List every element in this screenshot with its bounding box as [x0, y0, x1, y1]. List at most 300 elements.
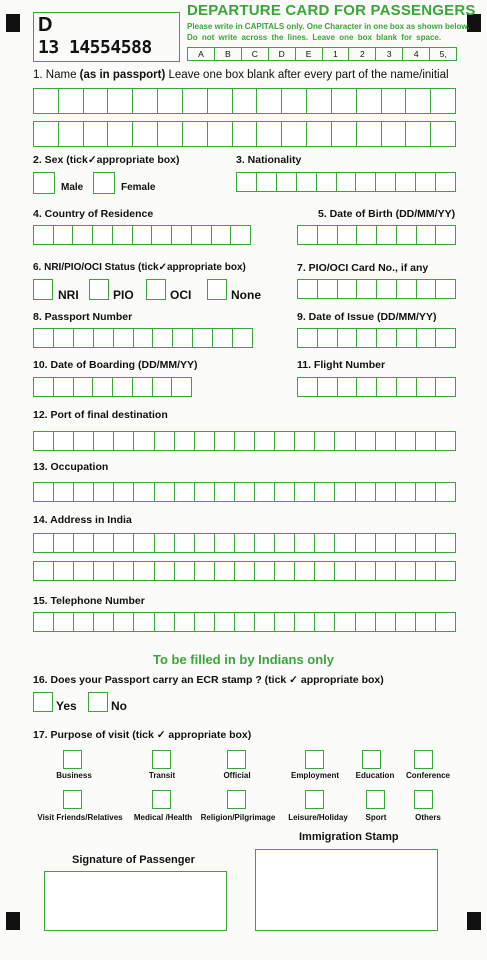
character-box[interactable]	[357, 88, 382, 114]
character-box[interactable]	[155, 533, 175, 553]
name-boxes-line-1[interactable]	[33, 88, 456, 114]
character-box[interactable]	[295, 612, 315, 632]
purpose-visit-friends-checkbox[interactable]	[63, 790, 82, 809]
sample-char: B	[215, 47, 242, 61]
character-box[interactable]	[59, 121, 84, 147]
signature-box[interactable]	[44, 871, 227, 931]
character-box[interactable]	[93, 377, 113, 397]
purpose-leisure-label: Leisure/Holiday	[288, 813, 348, 822]
character-box[interactable]	[436, 533, 456, 553]
none-checkbox[interactable]	[207, 279, 227, 300]
character-box[interactable]	[282, 121, 307, 147]
character-box[interactable]	[338, 279, 358, 299]
name-boxes-line-2[interactable]	[33, 121, 456, 147]
character-box[interactable]	[54, 431, 74, 451]
character-box[interactable]	[193, 328, 213, 348]
character-box[interactable]	[54, 533, 74, 553]
none-label: None	[231, 288, 261, 302]
character-box[interactable]	[357, 121, 382, 147]
character-box[interactable]	[416, 561, 436, 581]
character-box[interactable]	[335, 533, 355, 553]
immigration-stamp-box	[255, 849, 438, 931]
character-box[interactable]	[436, 172, 456, 192]
character-box[interactable]	[74, 377, 94, 397]
character-box[interactable]	[376, 533, 396, 553]
character-box[interactable]	[33, 431, 54, 451]
character-box[interactable]	[318, 225, 338, 245]
character-box[interactable]	[416, 612, 436, 632]
character-box[interactable]	[195, 612, 215, 632]
character-box[interactable]	[436, 279, 456, 299]
character-box[interactable]	[134, 533, 154, 553]
serial-number: 13 14554588	[38, 37, 152, 58]
character-box[interactable]	[74, 328, 94, 348]
character-box[interactable]	[376, 172, 396, 192]
character-box[interactable]	[318, 328, 338, 348]
registration-mark-bottom-right	[467, 912, 481, 930]
character-box[interactable]	[338, 225, 358, 245]
character-box[interactable]	[215, 482, 235, 502]
character-box[interactable]	[114, 328, 134, 348]
address-boxes-line-2[interactable]	[33, 561, 456, 581]
character-box[interactable]	[396, 561, 416, 581]
character-box[interactable]	[307, 121, 332, 147]
character-box[interactable]	[416, 172, 436, 192]
character-box[interactable]	[153, 377, 173, 397]
purpose-education-checkbox[interactable]	[362, 750, 381, 769]
purpose-sport-checkbox[interactable]	[366, 790, 385, 809]
character-box[interactable]	[255, 482, 275, 502]
character-box[interactable]	[416, 431, 436, 451]
sample-char: 1	[323, 47, 350, 61]
character-box[interactable]	[152, 225, 172, 245]
character-box[interactable]	[315, 482, 335, 502]
character-box[interactable]	[134, 328, 154, 348]
character-box[interactable]	[417, 225, 437, 245]
character-box[interactable]	[192, 225, 212, 245]
character-box[interactable]	[382, 121, 407, 147]
character-box[interactable]	[406, 121, 431, 147]
address-boxes-line-1[interactable]	[33, 533, 456, 553]
signature-label: Signature of Passenger	[72, 854, 195, 866]
character-box[interactable]	[436, 225, 456, 245]
sample-char: 2	[349, 47, 376, 61]
date-of-issue-label: 9. Date of Issue (DD/MM/YY)	[297, 311, 437, 323]
country-of-residence-label: 4. Country of Residence	[33, 208, 154, 220]
character-box[interactable]	[397, 225, 417, 245]
character-box[interactable]	[33, 377, 54, 397]
purpose-religion-label: Religion/Pilgrimage	[200, 813, 276, 822]
ecr-no-checkbox[interactable]	[88, 692, 108, 712]
character-box[interactable]	[397, 377, 417, 397]
character-box[interactable]	[431, 88, 456, 114]
character-box[interactable]	[114, 431, 134, 451]
date-of-boarding-boxes[interactable]	[33, 377, 192, 397]
sample-char: D	[269, 47, 296, 61]
character-box[interactable]	[133, 225, 153, 245]
character-box[interactable]	[377, 225, 397, 245]
character-box[interactable]	[94, 533, 114, 553]
immigration-stamp-label: Immigration Stamp	[299, 831, 399, 843]
character-box[interactable]	[175, 482, 195, 502]
purpose-medical-label: Medical /Health	[133, 813, 193, 822]
character-box[interactable]	[255, 533, 275, 553]
character-box[interactable]	[235, 533, 255, 553]
character-box[interactable]	[114, 612, 134, 632]
character-box[interactable]	[436, 377, 456, 397]
character-box[interactable]	[54, 561, 74, 581]
purpose-question: 17. Purpose of visit (tick ✓ appropriate box)	[33, 729, 252, 741]
character-box[interactable]	[275, 612, 295, 632]
oci-checkbox[interactable]	[146, 279, 166, 300]
character-box[interactable]	[295, 561, 315, 581]
character-box[interactable]	[195, 533, 215, 553]
character-box[interactable]	[235, 431, 255, 451]
character-box[interactable]	[134, 431, 154, 451]
date-of-birth-label: 5. Date of Birth (DD/MM/YY)	[318, 208, 456, 220]
address-label: 14. Address in India	[33, 514, 132, 526]
character-box[interactable]	[114, 482, 134, 502]
character-box[interactable]	[417, 328, 437, 348]
character-box[interactable]	[315, 561, 335, 581]
character-box[interactable]	[436, 482, 456, 502]
character-box[interactable]	[172, 377, 192, 397]
character-box[interactable]	[94, 431, 114, 451]
character-box[interactable]	[376, 561, 396, 581]
sample-char: C	[242, 47, 269, 61]
character-box[interactable]	[54, 328, 74, 348]
character-box[interactable]	[134, 612, 154, 632]
character-box[interactable]	[335, 612, 355, 632]
character-box[interactable]	[84, 121, 109, 147]
character-box[interactable]	[74, 561, 94, 581]
character-box[interactable]	[436, 561, 456, 581]
purpose-business-label: Business	[56, 771, 92, 780]
character-box[interactable]	[114, 561, 134, 581]
form-title: DEPARTURE CARD FOR PASSENGERS	[187, 2, 476, 19]
nri-label: NRI	[58, 288, 79, 302]
character-box[interactable]	[215, 431, 235, 451]
character-box[interactable]	[417, 279, 437, 299]
character-box[interactable]	[235, 612, 255, 632]
character-box[interactable]	[158, 121, 183, 147]
sample-char: 3	[376, 47, 403, 61]
character-box[interactable]	[108, 88, 133, 114]
character-box[interactable]	[133, 121, 158, 147]
character-box[interactable]	[376, 431, 396, 451]
occupation-label: 13. Occupation	[33, 461, 109, 473]
character-box[interactable]	[335, 482, 355, 502]
sex-label: 2. Sex (tick✓appropriate box)	[33, 154, 180, 166]
character-box[interactable]	[155, 482, 175, 502]
character-box[interactable]	[318, 377, 338, 397]
character-box[interactable]	[195, 431, 215, 451]
character-box[interactable]	[282, 88, 307, 114]
character-box[interactable]	[74, 533, 94, 553]
flight-number-boxes[interactable]	[297, 377, 456, 397]
character-box[interactable]	[54, 482, 74, 502]
character-box[interactable]	[153, 328, 173, 348]
character-box[interactable]	[59, 88, 84, 114]
character-box[interactable]	[108, 121, 133, 147]
character-box[interactable]	[33, 561, 54, 581]
character-box[interactable]	[257, 88, 282, 114]
character-box[interactable]	[235, 561, 255, 581]
character-box[interactable]	[175, 533, 195, 553]
character-box[interactable]	[396, 431, 416, 451]
female-checkbox[interactable]	[93, 172, 115, 194]
female-label: Female	[121, 182, 156, 193]
serial-letter: D	[38, 14, 53, 36]
character-box[interactable]	[134, 561, 154, 581]
character-box[interactable]	[335, 431, 355, 451]
character-box[interactable]	[113, 377, 133, 397]
character-box[interactable]	[94, 612, 114, 632]
character-box[interactable]	[233, 328, 253, 348]
character-box[interactable]	[406, 88, 431, 114]
character-box[interactable]	[332, 88, 357, 114]
character-box[interactable]	[54, 225, 74, 245]
card-number-boxes[interactable]	[297, 279, 456, 299]
final-destination-boxes[interactable]	[33, 431, 456, 451]
character-box[interactable]	[94, 482, 114, 502]
character-box[interactable]	[338, 377, 358, 397]
character-box[interactable]	[155, 612, 175, 632]
character-box[interactable]	[295, 431, 315, 451]
date-of-birth-boxes[interactable]	[297, 225, 456, 245]
character-box[interactable]	[195, 482, 215, 502]
character-box[interactable]	[172, 225, 192, 245]
character-box[interactable]	[133, 377, 153, 397]
character-box[interactable]	[295, 482, 315, 502]
character-box[interactable]	[275, 533, 295, 553]
pio-checkbox[interactable]	[89, 279, 109, 300]
character-box[interactable]	[382, 88, 407, 114]
country-of-residence-boxes[interactable]	[33, 225, 251, 245]
character-box[interactable]	[215, 561, 235, 581]
character-box[interactable]	[357, 279, 377, 299]
character-box[interactable]	[356, 172, 376, 192]
character-box[interactable]	[175, 612, 195, 632]
card-number-label: 7. PIO/OCI Card No., if any	[297, 262, 429, 274]
character-box[interactable]	[297, 172, 317, 192]
character-box[interactable]	[275, 561, 295, 581]
instruction-line-1: Please write in CAPITALS only. One Character in one box as shown below.	[187, 22, 470, 31]
character-box[interactable]	[377, 377, 397, 397]
purpose-official-label: Official	[223, 771, 251, 780]
character-box[interactable]	[134, 482, 154, 502]
character-box[interactable]	[356, 482, 376, 502]
character-box[interactable]	[215, 533, 235, 553]
character-box[interactable]	[208, 88, 233, 114]
character-box[interactable]	[255, 612, 275, 632]
occupation-boxes[interactable]	[33, 482, 456, 502]
sample-char: A	[187, 47, 215, 61]
character-box[interactable]	[93, 225, 113, 245]
purpose-official-checkbox[interactable]	[227, 750, 246, 769]
date-of-issue-boxes[interactable]	[297, 328, 456, 348]
indians-only-heading: To be filled in by Indians only	[152, 652, 335, 667]
character-box[interactable]	[335, 561, 355, 581]
character-box[interactable]	[357, 225, 377, 245]
character-box[interactable]	[315, 612, 335, 632]
character-box[interactable]	[208, 121, 233, 147]
character-box[interactable]	[277, 172, 297, 192]
character-box[interactable]	[356, 431, 376, 451]
character-box[interactable]	[74, 431, 94, 451]
character-box[interactable]	[231, 225, 251, 245]
character-box[interactable]	[297, 225, 318, 245]
purpose-religion-checkbox[interactable]	[227, 790, 246, 809]
character-box[interactable]	[338, 328, 358, 348]
telephone-boxes[interactable]	[33, 612, 456, 632]
character-box[interactable]	[155, 431, 175, 451]
character-box[interactable]	[233, 121, 258, 147]
male-checkbox[interactable]	[33, 172, 55, 194]
character-box[interactable]	[235, 482, 255, 502]
character-box[interactable]	[396, 172, 416, 192]
character-box[interactable]	[54, 612, 74, 632]
character-box[interactable]	[396, 482, 416, 502]
character-box[interactable]	[356, 561, 376, 581]
character-box[interactable]	[315, 533, 335, 553]
character-box[interactable]	[417, 377, 437, 397]
character-box[interactable]	[113, 225, 133, 245]
character-box[interactable]	[317, 172, 337, 192]
character-box[interactable]	[332, 121, 357, 147]
character-box[interactable]	[213, 328, 233, 348]
character-box[interactable]	[436, 612, 456, 632]
character-box[interactable]	[318, 279, 338, 299]
character-box[interactable]	[183, 121, 208, 147]
sample-char: 5,	[430, 47, 457, 61]
character-box[interactable]	[33, 612, 54, 632]
purpose-others-label: Others	[415, 813, 441, 822]
character-box[interactable]	[377, 328, 397, 348]
character-box[interactable]	[295, 533, 315, 553]
character-box[interactable]	[173, 328, 193, 348]
nationality-label: 3. Nationality	[236, 154, 302, 166]
character-box[interactable]	[396, 533, 416, 553]
character-box[interactable]	[33, 533, 54, 553]
character-box[interactable]	[155, 561, 175, 581]
purpose-visit-friends-label: Visit Friends/Relatives	[37, 813, 123, 822]
character-box[interactable]	[195, 561, 215, 581]
character-box[interactable]	[396, 612, 416, 632]
character-box[interactable]	[73, 225, 93, 245]
character-box[interactable]	[357, 328, 377, 348]
character-box[interactable]	[255, 561, 275, 581]
registration-mark-bottom-left	[6, 912, 20, 930]
character-box[interactable]	[175, 561, 195, 581]
nri-checkbox[interactable]	[33, 279, 53, 300]
character-box[interactable]	[84, 88, 109, 114]
character-box[interactable]	[212, 225, 232, 245]
character-box[interactable]	[33, 328, 54, 348]
character-box[interactable]	[315, 431, 335, 451]
character-box[interactable]	[436, 431, 456, 451]
character-box[interactable]	[74, 612, 94, 632]
purpose-others-checkbox[interactable]	[414, 790, 433, 809]
purpose-employment-checkbox[interactable]	[305, 750, 324, 769]
registration-mark-top-left	[6, 14, 20, 32]
character-box[interactable]	[397, 279, 417, 299]
character-box[interactable]	[275, 482, 295, 502]
character-box[interactable]	[54, 377, 74, 397]
status-label: 6. NRI/PIO/OCI Status (tick✓appropriate box)	[33, 262, 246, 273]
purpose-conference-checkbox[interactable]	[414, 750, 433, 769]
character-box[interactable]	[275, 431, 295, 451]
male-label: Male	[61, 182, 84, 193]
final-destination-label: 12. Port of final destination	[33, 409, 168, 421]
ecr-no-label: No	[111, 699, 127, 713]
purpose-leisure-checkbox[interactable]	[305, 790, 324, 809]
character-box[interactable]	[74, 482, 94, 502]
purpose-transit-checkbox[interactable]	[152, 750, 171, 769]
purpose-employment-label: Employment	[290, 771, 339, 780]
character-box[interactable]	[158, 88, 183, 114]
character-box[interactable]	[431, 121, 456, 147]
nationality-boxes[interactable]	[236, 172, 456, 192]
character-box[interactable]	[236, 172, 257, 192]
character-box[interactable]	[397, 328, 417, 348]
ecr-question: 16. Does your Passport carry an ECR stamp ? (tick ✓ appropriate box)	[33, 674, 384, 686]
sample-char: E	[296, 47, 323, 61]
purpose-transit-label: Transit	[148, 771, 176, 780]
oci-label: OCI	[170, 288, 192, 302]
character-box[interactable]	[94, 328, 114, 348]
character-box[interactable]	[257, 121, 282, 147]
instruction-line-2: Do not write across the lines. Leave one box blank for space.	[187, 33, 442, 42]
character-box[interactable]	[94, 561, 114, 581]
purpose-medical-checkbox[interactable]	[152, 790, 171, 809]
character-box[interactable]	[297, 279, 318, 299]
character-box[interactable]	[356, 612, 376, 632]
purpose-conference-label: Conference	[405, 771, 450, 780]
character-box[interactable]	[33, 225, 54, 245]
character-box[interactable]	[215, 612, 235, 632]
character-box[interactable]	[255, 431, 275, 451]
character-box[interactable]	[337, 172, 357, 192]
passport-number-boxes[interactable]	[33, 328, 253, 348]
character-box[interactable]	[233, 88, 258, 114]
character-box[interactable]	[416, 482, 436, 502]
character-box[interactable]	[377, 279, 397, 299]
character-box[interactable]	[183, 88, 208, 114]
character-box[interactable]	[297, 377, 318, 397]
character-box[interactable]	[175, 431, 195, 451]
character-box[interactable]	[257, 172, 277, 192]
name-label: 1. Name (as in passport) Leave one box blank after every part of the name/initial	[33, 69, 449, 81]
character-box[interactable]	[376, 482, 396, 502]
character-box[interactable]	[436, 328, 456, 348]
character-box[interactable]	[356, 533, 376, 553]
purpose-business-checkbox[interactable]	[63, 750, 82, 769]
character-box[interactable]	[357, 377, 377, 397]
character-box[interactable]	[416, 533, 436, 553]
character-box[interactable]	[133, 88, 158, 114]
character-box[interactable]	[114, 533, 134, 553]
character-box[interactable]	[307, 88, 332, 114]
character-box[interactable]	[376, 612, 396, 632]
character-box[interactable]	[33, 121, 59, 147]
ecr-yes-checkbox[interactable]	[33, 692, 53, 712]
sample-char: 4	[403, 47, 430, 61]
character-box[interactable]	[33, 88, 59, 114]
character-box[interactable]	[297, 328, 318, 348]
character-box[interactable]	[33, 482, 54, 502]
passport-number-label: 8. Passport Number	[33, 311, 133, 323]
